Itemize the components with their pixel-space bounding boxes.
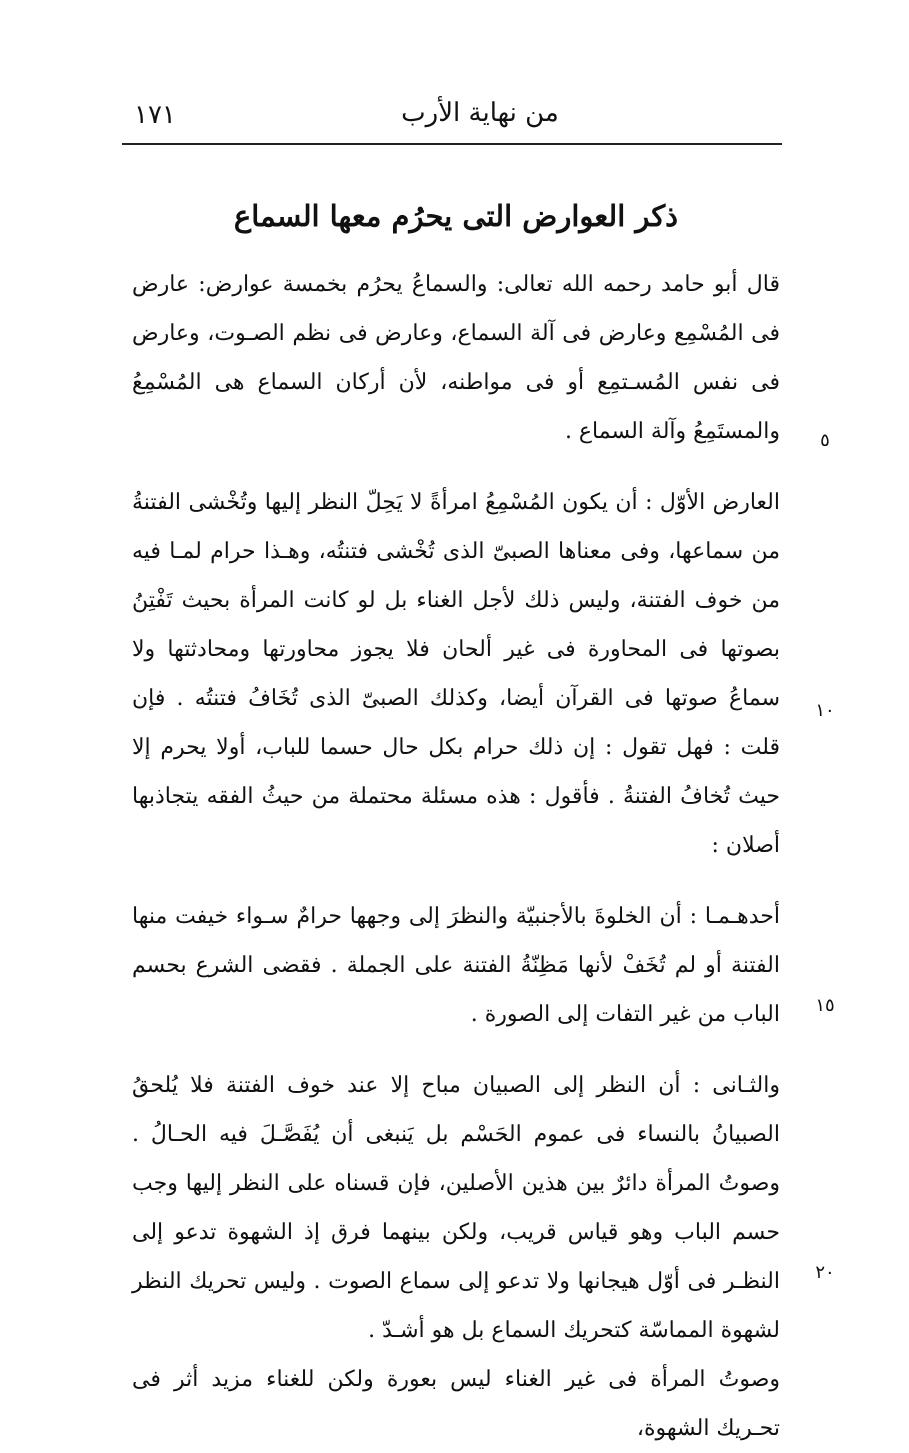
section-title: ذكر العوارض التى يحرُم معها السماع (233, 199, 679, 233)
header-rule (122, 143, 782, 145)
paragraph-intro: قال أبو حامد رحمه الله تعالى: والسماعُ يحرُم بخمسة عوارض: عارض فى المُسْمِع وعارض فى آلة السماع، وعارض فى نظم الصـوت، وعارض فى نفس المُسـتمِع أو فى مواطنه، لأن أركان السماع هى المُسْمِعُ والمستَمِعُ وآلة السماع . (132, 272, 780, 444)
page-number: ١٧١ (134, 100, 176, 130)
running-head: من نهاية الأرب (401, 98, 559, 128)
paragraph-first-impediment: العارض الأوّل : أن يكون المُسْمِعُ امرأةً لا يَحِلّ النظر إليها وتُخْشى الفتنةُ من سماعها، وفى معناها الصبىّ الذى تُخْشى فتنتُه، وهـذا حرام لمـا فيه من خوف الفتنة، وليس ذلك لأجل الغناء بل لو كانت المرأة بحيث تَفْتِنُ بصوتها فى المحاورة فى غير ألحان فلا يجوز محاورتها ومحادثتها ولا سماعُ صوتها فى القرآن أيضا، وكذلك الصبىّ الذى تُخَافُ فتنتُه . فإن قلت : فهل تقول : إن ذلك حرام بكل حال حسما للباب، أولا يحرم إلا حيث تُخافُ الفتنةُ . فأقول : هذه مسئلة محتملة من حيثُ الفقه يتجاذبها أصلان : (132, 490, 780, 858)
page-body (132, 190, 780, 1453)
page-header (120, 96, 785, 140)
paragraph-second-principle: والثـانى : أن النظر إلى الصبيان مباح إلا عند خوف الفتنة فلا يُلحقُ الصبيانُ بالنساء فى عموم الحَسْم بل يَنبغى أن يُفَصَّـلَ فيه الحـالُ . وصوتُ المرأة دائرٌ بين هذين الأصلين، فإن قسناه على النظر إليها وجب حسم الباب وهو قياس قريب، ولكن بينهما فرق إذ الشهوة تدعو إلى النظـر فى أوّل هيجانها ولا تدعو إلى سماع الصوت . وليس تحريك النظر لشهوة المماسّة كتحريك السماع بل هو أشـدّ . (132, 1073, 780, 1343)
line-number-10: ١٠ (815, 700, 835, 721)
paragraph-first-principle: أحدهـمـا : أن الخلوةَ بالأجنبيّة والنظرَ إلى وجهها حرامٌ سـواء خيفت منها الفتنة أو لم تُخَفْ لأنها مَظِنّةُ الفتنة على الجملة . فقضى الشرع بحسم الباب من غير التفات إلى الصورة . (132, 904, 780, 1027)
line-number-15: ١٥ (815, 995, 835, 1016)
paragraph-womans-voice: وصوتُ المرأة فى غير الغناء ليس بعورة ولكن للغناء مزيد أثر فى تحـريك الشهوة، (132, 1367, 780, 1441)
line-number-5: ٥ (820, 430, 830, 451)
line-number-20: ٢٠ (815, 1262, 835, 1283)
